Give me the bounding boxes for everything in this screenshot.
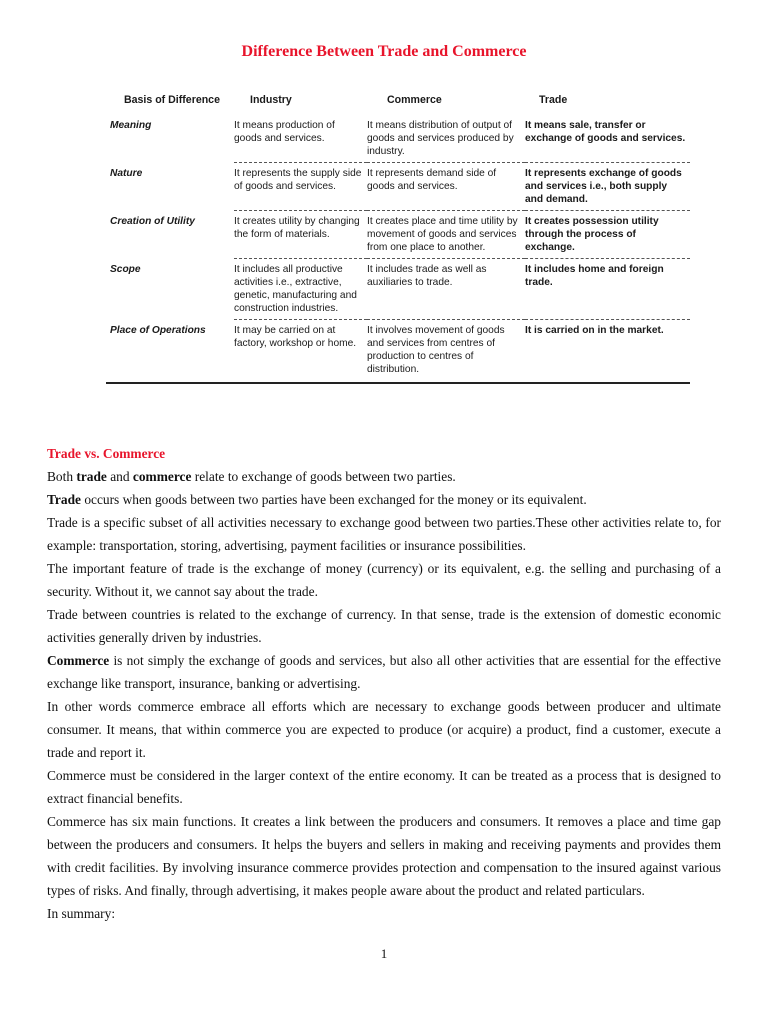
table-row (106, 163, 690, 211)
text-run: occurs when goods between two parties have been exchanged for the money or its equivalent. (80, 492, 587, 507)
bold-term: commerce (132, 469, 192, 484)
comparison-table (106, 90, 690, 380)
section-title: Trade vs. Commerce (47, 446, 166, 461)
row-industry: It creates utility by changing the form of materials. (234, 211, 367, 259)
row-industry: It means production of goods and services. (234, 115, 367, 163)
row-commerce: It represents demand side of goods and services. (367, 163, 525, 211)
paragraph (47, 465, 721, 488)
paragraph: Commerce has six main functions. It creates a link between the producers and consumers. It removes a place and time gap between the producers and consumers. It helps the buyers and sellers in making and receiving payments and provides them with credit facilities. By involving insurance commerce provides protection and compensation to the insured against various types of risks. And finally, through advertising, it makes people aware about the product and related particulars. (47, 814, 721, 898)
paragraph: Trade is a specific subset of all activities necessary to exchange good between two parties.These other activities relate to, for example: transportation, storing, advertising, payment facilities or insurance possibilities. (47, 515, 721, 553)
paragraph (47, 488, 721, 511)
bold-term: Trade (47, 492, 81, 507)
paragraph: In other words commerce embrace all efforts which are necessary to exchange goods between producer and ultimate consumer. It means, that within commerce you are expected to produce (or acquire) a product, find a customer, execute a trade and report it. (47, 699, 721, 760)
bold-term: trade (76, 469, 107, 484)
header-commerce: Commerce (387, 94, 442, 106)
paragraph: Trade between countries is related to the exchange of currency. In that sense, trade is the extension of domestic economic activities generally driven by industries. (47, 607, 721, 645)
table-header-row (106, 90, 690, 115)
row-industry: It represents the supply side of goods and services. (234, 163, 367, 211)
table-row (106, 211, 690, 259)
text-run: is not simply the exchange of goods and services, but also all other activities that are essential for the effective exchange like transport, insurance, banking or advertising. (47, 653, 721, 691)
row-commerce: It includes trade as well as auxiliaries to trade. (367, 259, 525, 320)
text-run: Both (47, 469, 77, 484)
text-run: and (106, 469, 133, 484)
document-title: Difference Between Trade and Commerce (241, 43, 527, 60)
paragraph (47, 649, 721, 695)
row-trade: It is carried on in the market. (525, 325, 664, 336)
page-number: 1 (380, 946, 388, 961)
paragraph: Commerce must be considered in the larger context of the entire economy. It can be treated as a process that is designed to extract financial benefits. (47, 768, 721, 806)
paragraph: In summary: (47, 906, 116, 921)
row-commerce: It means distribution of output of goods and services produced by industry. (367, 115, 525, 163)
comparison-table-image (106, 90, 690, 384)
body-text (47, 442, 721, 925)
row-basis: Place of Operations (110, 324, 206, 336)
bold-term: Commerce (47, 653, 110, 668)
row-basis: Creation of Utility (110, 215, 195, 227)
row-industry: It includes all productive activities i.e., extractive, genetic, manufacturing and construction industries. (234, 259, 367, 320)
text-run: relate to exchange of goods between two parties. (191, 469, 456, 484)
row-commerce: It creates place and time utility by movement of goods and services from one place to another. (367, 211, 525, 259)
header-industry: Industry (250, 94, 292, 106)
table-bottom-rule (106, 382, 690, 384)
row-commerce: It involves movement of goods and services from centres of production to centres of distribution. (367, 325, 505, 375)
paragraph: The important feature of trade is the exchange of money (currency) or its equivalent, e.g. the selling and purchasing of a security. Without it, we cannot say about the trade. (47, 561, 721, 599)
header-trade: Trade (539, 94, 568, 106)
row-basis: Meaning (110, 120, 152, 131)
table-row (106, 320, 690, 381)
table-row (106, 115, 690, 163)
row-trade: It means sale, transfer or exchange of goods and services. (525, 115, 690, 163)
table-row (106, 259, 690, 320)
row-basis: Scope (110, 263, 141, 275)
row-basis: Nature (110, 167, 143, 179)
header-basis: Basis of Difference (124, 94, 220, 106)
row-trade: It creates possession utility through the process of exchange. (525, 211, 690, 259)
row-trade: It includes home and foreign trade. (525, 259, 690, 320)
row-trade: It represents exchange of goods and services i.e., both supply and demand. (525, 163, 690, 211)
row-industry: It may be carried on at factory, workshop or home. (234, 325, 357, 349)
